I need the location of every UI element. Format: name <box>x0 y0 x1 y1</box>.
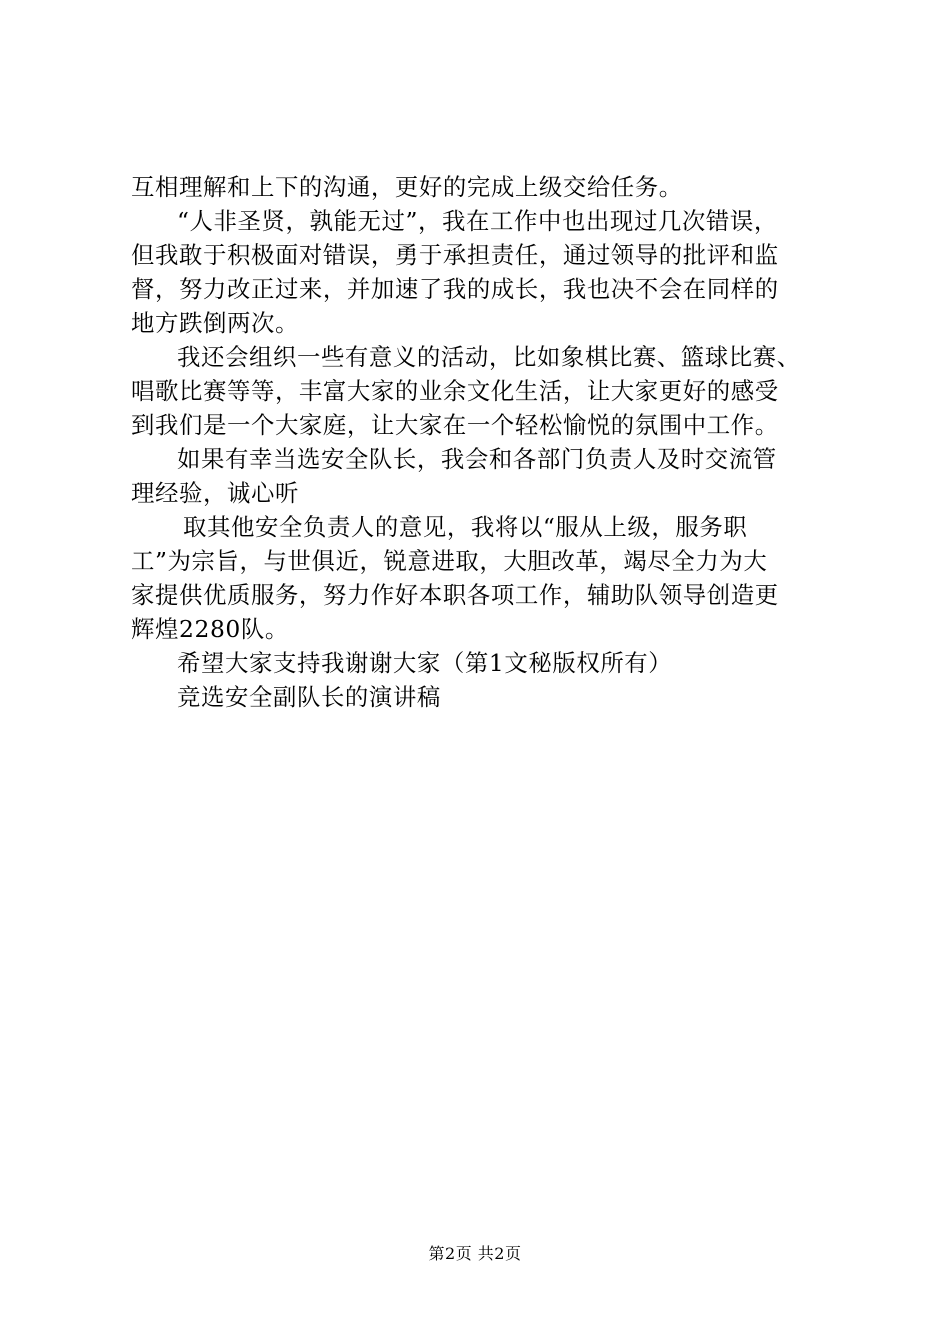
text-line: 辉煌2280队。 <box>131 615 289 643</box>
text-line: 取其他安全负责人的意见，我将以“服从上级，服务职 <box>183 513 748 541</box>
document-body <box>131 170 831 714</box>
text-line: 互相理解和上下的沟通，更好的完成上级交给任务。 <box>131 173 683 201</box>
text-line: 但我敢于积极面对错误，勇于承担责任，通过领导的批评和监 <box>131 241 779 269</box>
text-line: 到我们是一个大家庭，让大家在一个轻松愉悦的氛围中工作。 <box>131 411 779 439</box>
page-number: 第2页 共2页 <box>428 1244 522 1263</box>
text-line: 唱歌比赛等等，丰富大家的业余文化生活，让大家更好的感受 <box>131 377 779 405</box>
text-line: 督，努力改正过来，并加速了我的成长，我也决不会在同样的 <box>131 275 779 303</box>
text-line: 竞选安全副队长的演讲稿 <box>177 683 441 711</box>
text-line: 理经验，诚心听 <box>131 479 299 507</box>
text-line: 地方跌倒两次。 <box>131 309 299 337</box>
text-line: 我还会组织一些有意义的活动，比如象棋比赛、篮球比赛、 <box>177 343 801 371</box>
text-line: 家提供优质服务，努力作好本职各项工作，辅助队领导创造更 <box>131 581 779 609</box>
page-footer <box>0 1244 950 1264</box>
text-line: 希望大家支持我谢谢大家（第1文秘版权所有） <box>177 649 673 677</box>
text-line: 工”为宗旨，与世俱近，锐意进取，大胆改革，竭尽全力为大 <box>131 547 768 575</box>
text-line: “人非圣贤，孰能无过”，我在工作中也出现过几次错误， <box>177 207 778 235</box>
text-line: 如果有幸当选安全队长，我会和各部门负责人及时交流管 <box>177 445 777 473</box>
